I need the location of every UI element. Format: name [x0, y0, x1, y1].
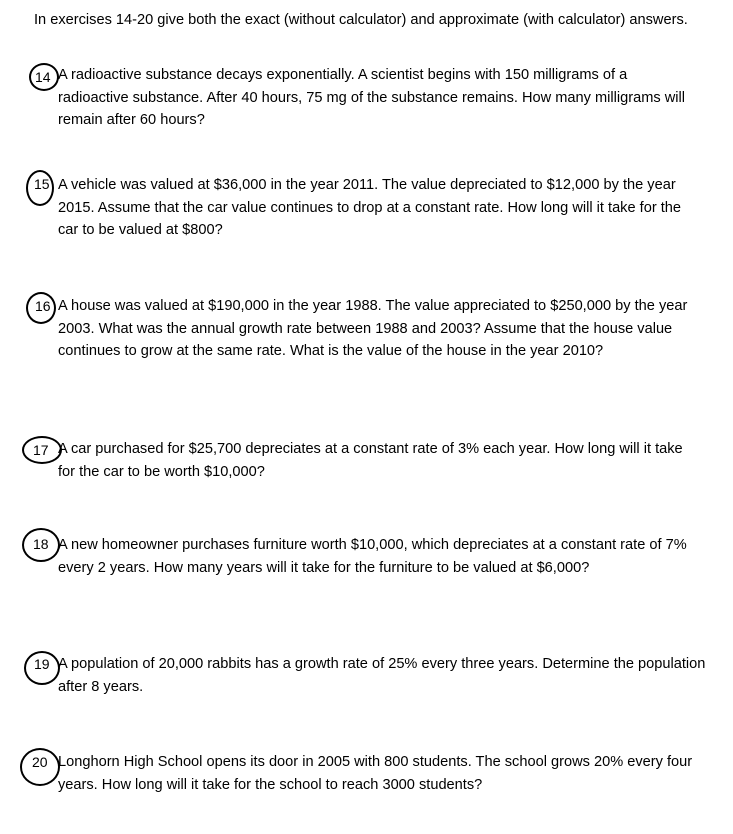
problem-18-number: 18: [22, 528, 60, 562]
problem-19-number: 19: [24, 651, 60, 685]
problem-14-number: 14: [29, 63, 59, 91]
problem-15-text: A vehicle was valued at $36,000 in the year 2011. The value depreciated to $12,000 by the year 2015. Assume that the car value continues to drop at a constant rate. How long will it take for the car to be valued at $800?: [58, 177, 682, 238]
problem-20-number: 20: [20, 748, 60, 786]
problem-14-text: A radioactive substance decays exponentially. A scientist begins with 150 milligrams of a radioactive substance. After 40 hours, 75 mg of the substance remains. How many milligrams will remain after 60 hours?: [58, 67, 685, 128]
problem-17-text: A car purchased for $25,700 depreciates at a constant rate of 3% each year. How long will it take for the car to be worth $10,000?: [58, 441, 683, 480]
problem-15-number: 15: [26, 170, 54, 206]
problem-16-text: A house was valued at $190,000 in the year 1988. The value appreciated to $250,000 by the year 2003. What was the annual growth rate between 1988 and 2003? Assume that the house value continues to grow at the same rate. What is the value of the house in the year 2010?: [58, 298, 688, 359]
problem-16-number: 16: [26, 292, 56, 324]
problem-20-text: Longhorn High School opens its door in 2005 with 800 students. The school grows 20% every four years. How long will it take for the school to reach 3000 students?: [58, 754, 693, 793]
problem-18-text: A new homeowner purchases furniture worth $10,000, which depreciates at a constant rate of 7% every 2 years. How many years will it take for the furniture to be valued at $6,000?: [58, 537, 687, 576]
problem-17-number: 17: [22, 436, 62, 464]
problem-19-text: A population of 20,000 rabbits has a growth rate of 25% every three years. Determine the population after 8 years.: [58, 656, 706, 695]
instructions: In exercises 14-20 give both the exact (without calculator) and approximate (with calculator) answers.: [34, 12, 688, 28]
